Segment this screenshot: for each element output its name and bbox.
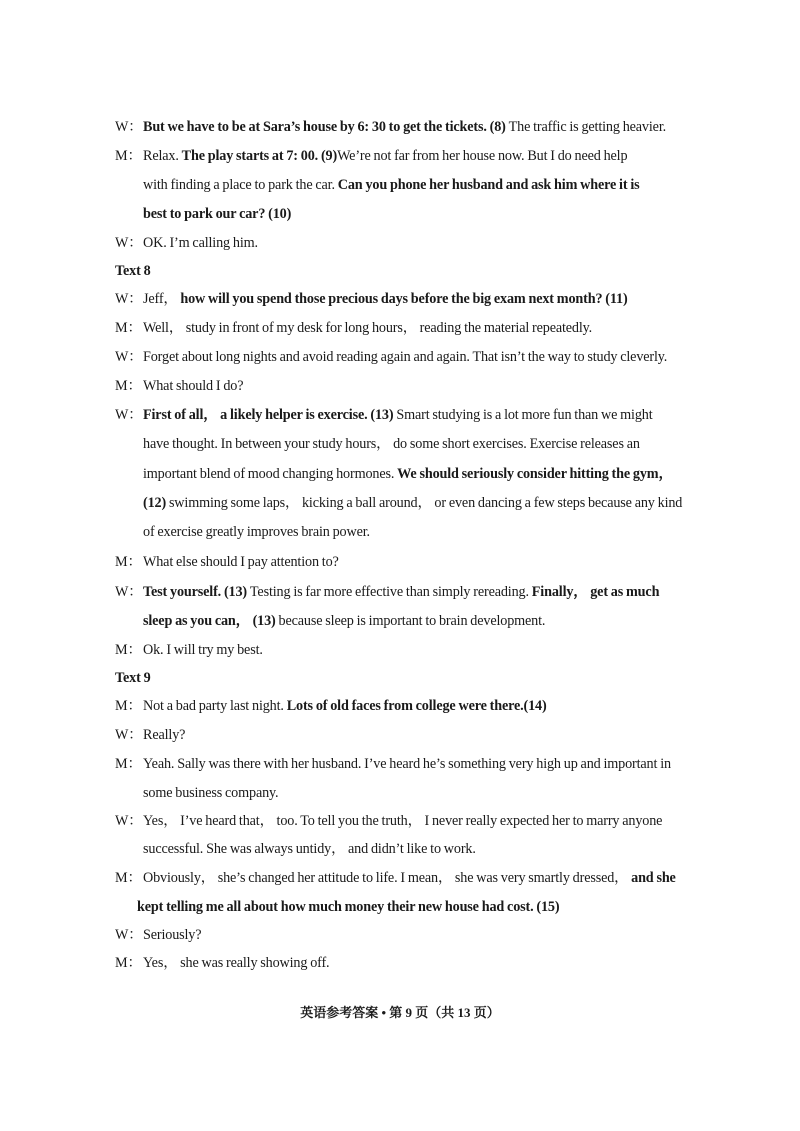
dialogue-line [115, 290, 628, 308]
dialogue-line [115, 697, 547, 715]
dialogue-line-continuation [143, 176, 639, 194]
speaker-label: W： [115, 727, 143, 743]
speaker-label: W： [115, 349, 143, 365]
dialogue-text: Testing is far more effective than simply rereading. [249, 584, 532, 600]
dialogue-text: Seriously? [143, 927, 202, 943]
answer-highlight-text: Can you phone her husband and ask him where it is [337, 177, 640, 193]
dialogue-line [115, 406, 653, 424]
answer-highlight-text: sleep as you can， [143, 613, 250, 629]
dialogue-line [115, 755, 671, 773]
dialogue-line-continuation [143, 205, 291, 223]
dialogue-line [115, 319, 592, 337]
dialogue-text: Relax. [143, 148, 182, 164]
dialogue-line [115, 147, 627, 165]
dialogue-line [115, 641, 263, 659]
answer-highlight-text: The play starts at 7: 00. [181, 148, 319, 164]
answer-highlight-text: (9) [318, 148, 338, 164]
dialogue-line [115, 348, 667, 366]
answer-highlight-text: But we have to be at Sara’s house by 6: 30 to get the tickets. [143, 119, 487, 135]
speaker-label: W： [115, 119, 143, 135]
dialogue-text: What else should I pay attention to? [143, 554, 339, 570]
answer-highlight-text: Text 8 [115, 263, 151, 279]
dialogue-line-continuation [143, 494, 682, 512]
speaker-label: W： [115, 235, 143, 251]
page-footer: 英语参考答案 • 第 9 页（共 13 页） [300, 1005, 500, 1020]
answer-highlight-text: (8) [486, 119, 509, 135]
speaker-label: M： [115, 870, 142, 886]
speaker-label: M： [115, 756, 142, 772]
dialogue-text: important blend of mood changing hormones. [143, 466, 398, 482]
dialogue-text: Yes， I’ve heard that， too. To tell you the truth， I never really expected her to marry anyone [143, 813, 663, 829]
dialogue-text: The traffic is getting heavier. [508, 119, 667, 135]
speaker-label: M： [115, 320, 142, 336]
dialogue-line-continuation [143, 784, 278, 802]
speaker-label: W： [115, 927, 143, 943]
dialogue-line [115, 377, 243, 395]
dialogue-text: Yeah. Sally was there with her husband. I’ve heard he’s something very high up and important in [143, 756, 671, 772]
answer-highlight-text: how will you spend those precious days before the big exam next month? (11) [180, 291, 628, 307]
section-heading [115, 669, 151, 687]
dialogue-line-continuation [143, 465, 673, 483]
dialogue-text: Well， study in front of my desk for long hours， reading the material repeatedly. [143, 320, 593, 336]
dialogue-line-continuation [143, 840, 476, 858]
dialogue-text: What should I do? [143, 378, 244, 394]
speaker-label: M： [115, 148, 142, 164]
dialogue-line [115, 553, 339, 571]
dialogue-text: because sleep is important to brain development. [278, 613, 546, 629]
dialogue-text: have thought. In between your study hours， do some short exercises. Exercise releases an [143, 436, 640, 452]
dialogue-line [115, 812, 662, 830]
dialogue-text: Smart studying is a lot more fun than we might [396, 407, 653, 423]
dialogue-text: some business company. [143, 785, 279, 801]
answer-highlight-text: kept telling me all about how much money their new house had cost. (15) [137, 899, 560, 915]
speaker-label: W： [115, 813, 143, 829]
dialogue-line [115, 583, 659, 601]
dialogue-line [115, 954, 329, 972]
speaker-label: W： [115, 407, 143, 423]
section-heading [115, 262, 151, 280]
dialogue-line-continuation [143, 523, 370, 541]
dialogue-text: OK. I’m calling him. [143, 235, 258, 251]
speaker-label: W： [115, 584, 143, 600]
dialogue-text: successful. She was always untidy， and didn’t like to work. [143, 841, 476, 857]
dialogue-text: Not a bad party last night. [143, 698, 287, 714]
speaker-label: M： [115, 698, 142, 714]
dialogue-line [115, 726, 185, 744]
answer-highlight-text: (13) [221, 584, 250, 600]
dialogue-line [115, 118, 666, 136]
answer-highlight-text: (13) [367, 407, 397, 423]
dialogue-text: Jeff， [143, 291, 181, 307]
dialogue-text: Yes， she was really showing off. [143, 955, 330, 971]
dialogue-text: with finding a place to park the car. [143, 177, 338, 193]
dialogue-line-continuation [143, 435, 640, 453]
answer-highlight-text: Test yourself. [143, 584, 222, 600]
speaker-label: M： [115, 554, 142, 570]
dialogue-text: We’re not far from her house now. But I do need help [337, 148, 628, 164]
answer-highlight-text: Lots of old faces from college were there.(14) [286, 698, 547, 714]
dialogue-line [115, 869, 676, 887]
dialogue-text: swimming some laps， kicking a ball around， or even dancing a few steps because any kind [168, 495, 683, 511]
answer-highlight-text: (13) [249, 613, 279, 629]
answer-highlight-text: We should seriously consider hitting the gym， [397, 466, 673, 482]
dialogue-line [115, 234, 258, 252]
dialogue-line [115, 926, 201, 944]
dialogue-text: Really? [143, 727, 186, 743]
dialogue-text: Forget about long nights and avoid reading again and again. That isn’t the way to study cleverly. [143, 349, 668, 365]
speaker-label: M： [115, 955, 142, 971]
answer-highlight-text: and she [631, 870, 676, 886]
answer-highlight-text: Finally， get as much [531, 584, 660, 600]
dialogue-line-continuation [137, 898, 559, 916]
answer-highlight-text: best to park our car? (10) [143, 206, 292, 222]
answer-highlight-text: First of all， a likely helper is exercise. [143, 407, 368, 423]
dialogue-text: Ok. I will try my best. [143, 642, 263, 658]
answer-highlight-text: (12) [143, 495, 169, 511]
speaker-label: W： [115, 291, 143, 307]
dialogue-text: of exercise greatly improves brain power. [143, 524, 370, 540]
dialogue-line-continuation [143, 612, 545, 630]
answer-highlight-text: Text 9 [115, 670, 151, 686]
speaker-label: M： [115, 642, 142, 658]
speaker-label: M： [115, 378, 142, 394]
dialogue-text: Obviously， she’s changed her attitude to life. I mean， she was very smartly dressed， [143, 870, 632, 886]
